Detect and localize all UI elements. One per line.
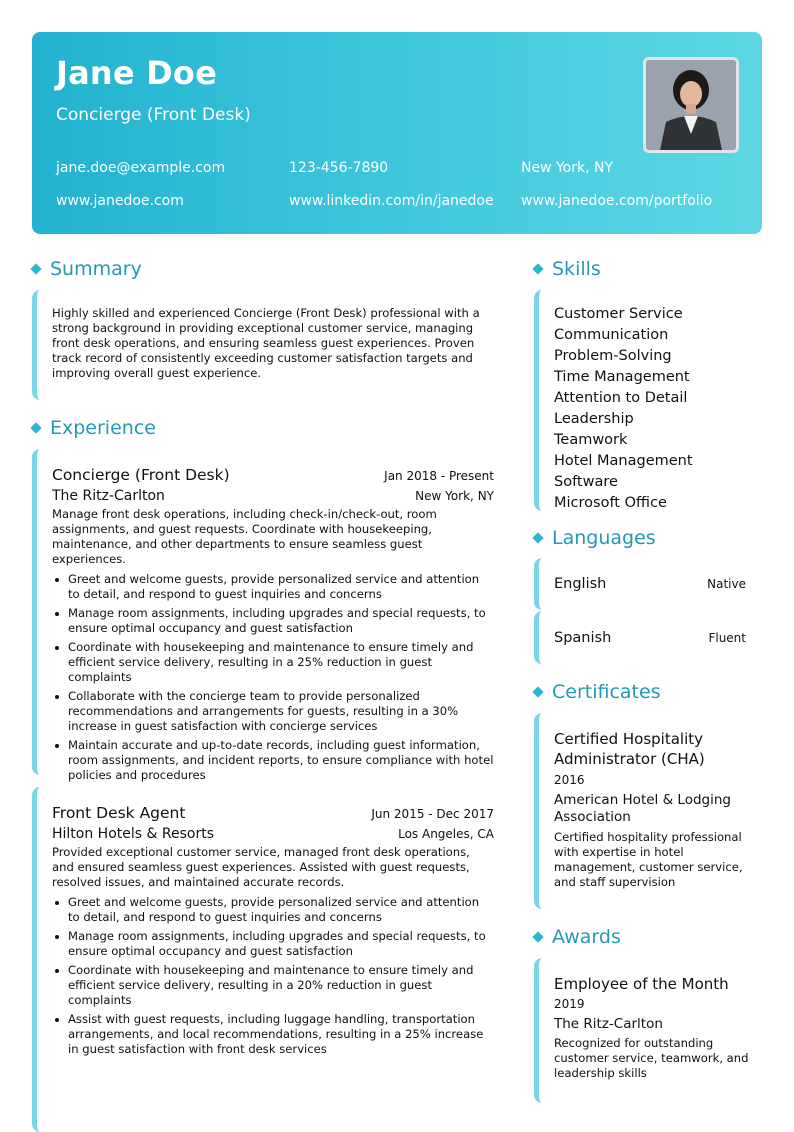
diamond-icon — [30, 422, 41, 433]
resume-header — [32, 32, 762, 234]
certificate-name: Certified Hospitality Administrator (CHA) — [554, 730, 705, 768]
diamond-icon — [532, 263, 543, 274]
skill-item: Hotel Management Software — [554, 453, 693, 490]
skill-item: Microsoft Office — [554, 495, 667, 511]
language-level: Native — [707, 577, 746, 591]
bullet-item: Maintain accurate and up-to-date records, including guest information, room assignments, and incident reports, to ensure compliance with hotel policies and procedures — [52, 738, 494, 783]
company-name: The Ritz-Carlton — [52, 488, 165, 504]
job-bullets — [52, 895, 494, 1057]
bullet-item: Coordinate with housekeeping and maintenance to ensure timely and efficient service delivery, resulting in a 25% reduction in guest complaints — [52, 640, 494, 685]
bullet-item: Manage room assignments, including upgrades and special requests, to ensure optimal occupancy and guest satisfaction — [52, 929, 494, 959]
job-location: Los Angeles, CA — [398, 827, 494, 841]
skills-heading: Skills — [534, 258, 601, 280]
bullet-item: Greet and welcome guests, provide personalized service and attention to detail, and respond to guest inquiries and concerns — [52, 572, 494, 602]
award-issuer: The Ritz-Carlton — [554, 1016, 663, 1032]
job-dates: Jun 2015 - Dec 2017 — [371, 807, 494, 821]
language-card — [534, 611, 762, 664]
candidate-title: Concierge (Front Desk) — [56, 105, 251, 125]
language-level: Fluent — [708, 630, 746, 645]
award-description: Recognized for outstanding customer service, teamwork, and leadership skills — [554, 1036, 749, 1080]
job-title: Front Desk Agent — [52, 804, 186, 822]
summary-text: Highly skilled and experienced Concierge (Front Desk) professional with a strong background in providing exceptional customer service, managing front desk operations, and ensuring seamless guest experiences. Proven track record of consistently exceeding customer satisfaction targets and improving overall guest experience. — [52, 306, 480, 380]
skill-item: Teamwork — [554, 432, 628, 448]
website-link[interactable]: www.janedoe.com — [56, 193, 184, 209]
experience-heading: Experience — [32, 417, 156, 439]
job-bullets — [52, 572, 494, 783]
person-portrait-icon — [646, 60, 736, 150]
diamond-icon — [532, 686, 543, 697]
language-name: English — [554, 576, 607, 592]
certificate-issuer: American Hotel & Lodging Association — [554, 792, 731, 825]
certificate-year: 2016 — [554, 773, 585, 787]
email-link[interactable]: jane.doe@example.com — [56, 160, 226, 176]
skill-item: Communication — [554, 327, 669, 343]
award-name: Employee of the Month — [554, 975, 729, 993]
certificate-card — [534, 713, 762, 909]
location-text: New York, NY — [521, 160, 614, 176]
portfolio-link[interactable]: www.janedoe.com/portfolio — [521, 193, 713, 209]
languages-heading: Languages — [534, 527, 656, 549]
skill-item: Attention to Detail — [554, 390, 688, 406]
award-year: 2019 — [554, 997, 585, 1011]
job-card — [32, 449, 502, 782]
bullet-item: Coordinate with housekeeping and maintenance to ensure timely and efficient service delivery, resulting in a 20% reduction in guest complaints — [52, 963, 494, 1008]
award-card — [534, 958, 762, 1103]
skills-card — [534, 290, 762, 511]
job-description: Provided exceptional customer service, managed front desk operations, and ensured seamless guest experiences. Assisted with guest requests, resolved issues, and maintained accurate records. — [52, 845, 470, 889]
skill-item: Problem-Solving — [554, 348, 672, 364]
diamond-icon — [30, 263, 41, 274]
summary-heading: Summary — [32, 258, 142, 280]
company-name: Hilton Hotels & Resorts — [52, 826, 214, 842]
diamond-icon — [532, 931, 543, 942]
bullet-item: Collaborate with the concierge team to provide personalized recommendations and arrangements for guests, resulting in a 30% increase in guest satisfaction with concierge services — [52, 689, 494, 734]
job-title: Concierge (Front Desk) — [52, 466, 230, 484]
linkedin-link[interactable]: www.linkedin.com/in/janedoe — [289, 193, 494, 209]
candidate-name: Jane Doe — [56, 54, 217, 92]
bullet-item: Manage room assignments, including upgrades and special requests, to ensure optimal occupancy and guest satisfaction — [52, 606, 494, 636]
job-description: Manage front desk operations, including check-in/check-out, room assignments, and guest requests. Coordinate with housekeeping, maintenance, and other departments to ensure seamless guest experiences. — [52, 507, 437, 566]
skill-item: Leadership — [554, 411, 634, 427]
bullet-item: Assist with guest requests, including luggage handling, transportation arrangements, and local recommendations, resulting in a 25% increase in guest satisfaction with front desk services — [52, 1012, 494, 1057]
summary-card — [32, 290, 502, 400]
profile-photo — [643, 57, 739, 153]
language-card — [534, 558, 762, 610]
bullet-item: Greet and welcome guests, provide personalized service and attention to detail, and respond to guest inquiries and concerns — [52, 895, 494, 925]
phone-number: 123-456-7890 — [289, 160, 389, 176]
job-dates: Jan 2018 - Present — [384, 469, 494, 483]
job-card — [32, 787, 502, 1132]
awards-heading: Awards — [534, 926, 621, 948]
skill-item: Customer Service — [554, 306, 683, 322]
certificates-heading: Certificates — [534, 681, 661, 703]
diamond-icon — [532, 532, 543, 543]
certificate-description: Certified hospitality professional with expertise in hotel management, customer service, and staff supervision — [554, 830, 743, 889]
language-name: Spanish — [554, 629, 612, 646]
job-location: New York, NY — [415, 489, 494, 503]
skill-item: Time Management — [554, 369, 690, 385]
